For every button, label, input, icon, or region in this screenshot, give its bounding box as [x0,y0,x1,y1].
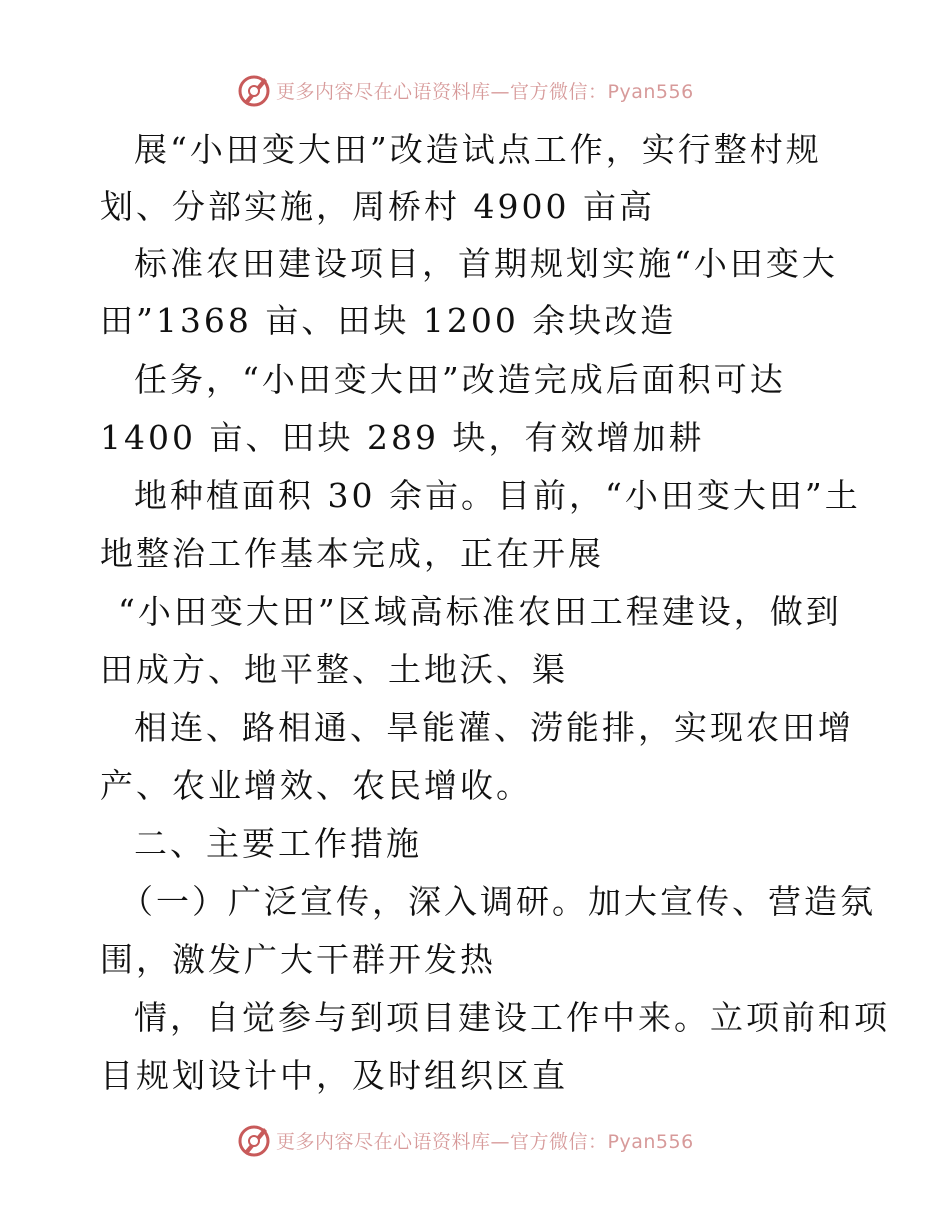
watermark-banner-top [236,70,694,110]
text-line: 产、农业增效、农民增收。 [100,766,532,805]
text-line: 标准农田建设项目，首期规划实施“小田变大 [134,244,838,283]
text-line: 划、分部实施，周桥村 4900 亩高 [100,187,655,226]
text-line: 1400 亩、田块 289 块，有效增加耕 [100,418,705,457]
watermark-banner-bottom [236,1120,694,1160]
text-line: 田成方、地平整、土地沃、渠 [100,650,568,689]
text-line: 目规划设计中，及时组织区直 [100,1056,568,1095]
text-line: 围，激发广大干群开发热 [100,940,496,979]
section-heading: 二、主要工作措施 [134,824,422,863]
pen-seal-icon [236,72,272,108]
text-line: （一）广泛宣传，深入调研。加大宣传、营造氛 [120,882,876,921]
watermark-text: 更多内容尽在心语资料库—官方微信：Pyan556 [276,1130,694,1153]
watermark-text: 更多内容尽在心语资料库—官方微信：Pyan556 [276,80,694,103]
text-line: 地整治工作基本完成，正在开展 [100,534,604,573]
text-line: 地种植面积 30 余亩。目前，“小田变大田”土 [134,476,861,515]
text-line: 任务，“小田变大田”改造完成后面积可达 [134,360,786,399]
text-line: 相连、路相通、旱能灌、涝能排，实现农田增 [134,708,854,747]
text-line: 情，自觉参与到项目建设工作中来。立项前和项 [134,998,890,1037]
pen-seal-icon [236,1122,272,1158]
text-line: 田”1368 亩、田块 1200 余块改造 [100,301,677,340]
text-line: “小田变大田”区域高标准农田工程建设，做到 [118,592,842,631]
text-line: 展“小田变大田”改造试点工作，实行整村规 [134,130,822,169]
